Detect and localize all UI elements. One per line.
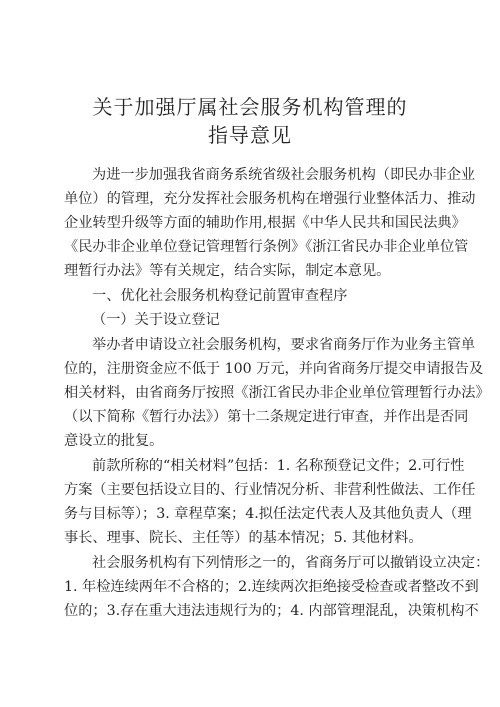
body-text-line: 1. 年检连续两年不合格的；2.连续两次拒绝接受检查或者整改不到	[64, 579, 479, 595]
body-text-line: 事长、理事、院长、主任等）的基本情况；5. 其他材料。	[64, 530, 423, 546]
subsection-heading: （一）关于设立登记	[92, 312, 220, 328]
body-text-line: 位的；3.存在重大违法违规行为的；4. 内部管理混乱，决策机构不	[64, 603, 479, 619]
document-title-line-1: 关于加强厅属社会服务机构管理的	[92, 95, 408, 119]
body-text-line: 为进一步加强我省商务系统省级社会服务机构（即民办非企业	[92, 167, 476, 183]
document-title-line-2: 指导意见	[208, 123, 292, 147]
body-text-line: （以下简称《暂行办法》）第十二条规定进行审查，并作出是否同	[64, 409, 469, 425]
body-text-line: 举办者申请设立社会服务机构，要求省商务厅作为业务主管单	[92, 337, 476, 353]
body-text-line: 《民办非企业单位登记管理暂行条例》《浙江省民办非企业单位管	[64, 239, 469, 255]
body-text-line: 前款所称的“相关材料”包括：1. 名称预登记文件；2.可行性	[92, 458, 465, 474]
body-text-line: 企业转型升级等方面的辅助作用,根据《中华人民共和国民法典》	[64, 215, 466, 231]
body-text-line: 相关材料，由省商务厅按照《浙江省民办非企业单位管理暂行办法》	[64, 385, 490, 401]
section-heading: 一、优化社会服务机构登记前置审查程序	[92, 288, 348, 304]
body-text-line: 方案（主要包括设立目的、行业情况分析、非营利性做法、工作任	[64, 482, 476, 498]
body-text-line: 位的，注册资金应不低于 100 万元，并向省商务厅提交申请报告及	[64, 361, 484, 377]
body-text-line: 意设立的批复。	[64, 433, 164, 449]
body-text-line: 理暂行办法》等有关规定，结合实际，制定本意见。	[64, 263, 391, 279]
body-text-line: 务与目标等）；3. 章程草案；4.拟任法定代表人及其他负责人（理	[64, 506, 472, 522]
body-text-line: 社会服务机构有下列情形之一的，省商务厅可以撤销设立决定：	[92, 555, 490, 571]
body-text-line: 单位）的管理，充分发挥社会服务机构在增强行业整体活力、推动	[64, 191, 476, 207]
